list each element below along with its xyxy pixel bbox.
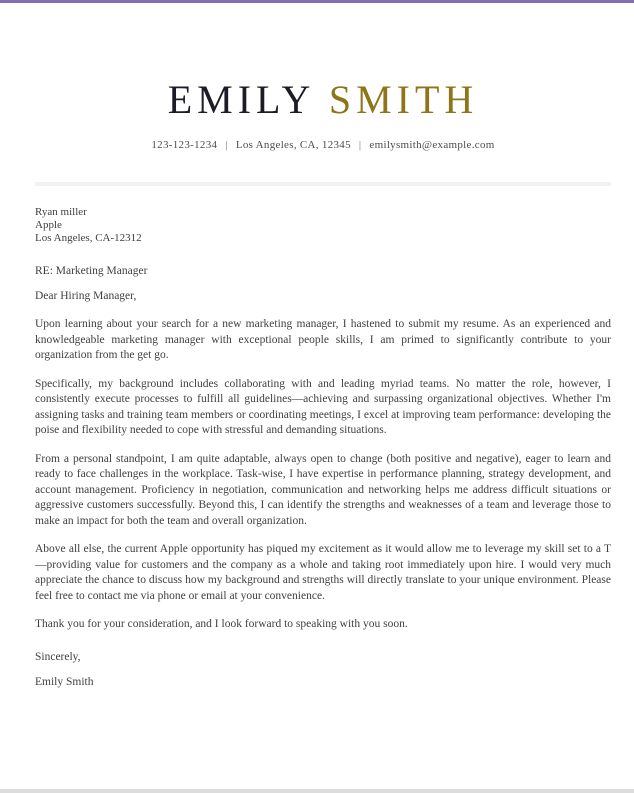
body-paragraph-1: Upon learning about your search for a new marketing manager, I hastened to submit my resume. As an experienced and knowledgeable marketing manager with exceptional people skills, I am primed to significantly contribute to your organization from the get go. [35,318,611,361]
candidate-first-name: EMILY [167,77,314,122]
top-accent-bar [0,0,634,3]
phone-number: 123-123-1234 [151,139,218,151]
valediction: Sincerely, [35,650,81,663]
recipient-name: Ryan miller [35,206,87,218]
subject-line: RE: Marketing Manager [35,265,148,277]
bottom-page-edge-bar [0,789,634,793]
recipient-company: Apple [35,219,62,231]
body-paragraph-2: Specifically, my background includes collaborating with and leading myriad teams. No matter the role, however, I consistently execute processes to fulfill all guidelines—achieving and surpassing organizational objectives. Whether I'm assigning tasks and training team members or coordinating meetings, I excel at improving team performance: developing the poise and flexibility needed to cope with stressful and demanding situations. [35,377,611,436]
separator-pipe: | [358,139,362,151]
body-paragraph-4: Above all else, the current Apple opportunity has piqued my excitement as it would allow me to leverage my skill set to a T—providing value for customers and the company as a whole and taking root immediately upon hire. I would very much appreciate the chance to discuss how my background and strengths will directly translate to your unique environment. Please feel free to contact me via phone or email at your convenience. [35,543,611,602]
location-text: Los Angeles, CA, 12345 [235,139,351,151]
header-divider [35,182,611,186]
contact-line [35,139,611,151]
closing-thanks: Thank you for your consideration, and I look forward to speaking with you soon. [35,618,408,630]
candidate-last-name: SMITH [328,77,479,122]
candidate-name [35,0,611,122]
recipient-block [35,206,611,245]
signature-name: Emily Smith [35,676,94,688]
salutation: Dear Hiring Manager, [35,289,137,302]
email-address: emilysmith@example.com [369,139,495,151]
letter-header [35,0,611,151]
body-paragraph-3: From a personal standpoint, I am quite adaptable, always open to change (both positive and negative), eager to learn and ready to face challenges in the workplace. Task-wise, I have expertise in performance planning, strategy development, and account management. Proficiency in negotiation, communication and networking helps me address difficult situations or aggressive customers successfully. Beyond this, I can identify the strengths and weaknesses of a team and leverage those to make an impact for both the team and overall organization. [35,452,611,527]
separator-pipe: | [225,139,228,151]
recipient-address: Los Angeles, CA-12312 [35,232,142,244]
